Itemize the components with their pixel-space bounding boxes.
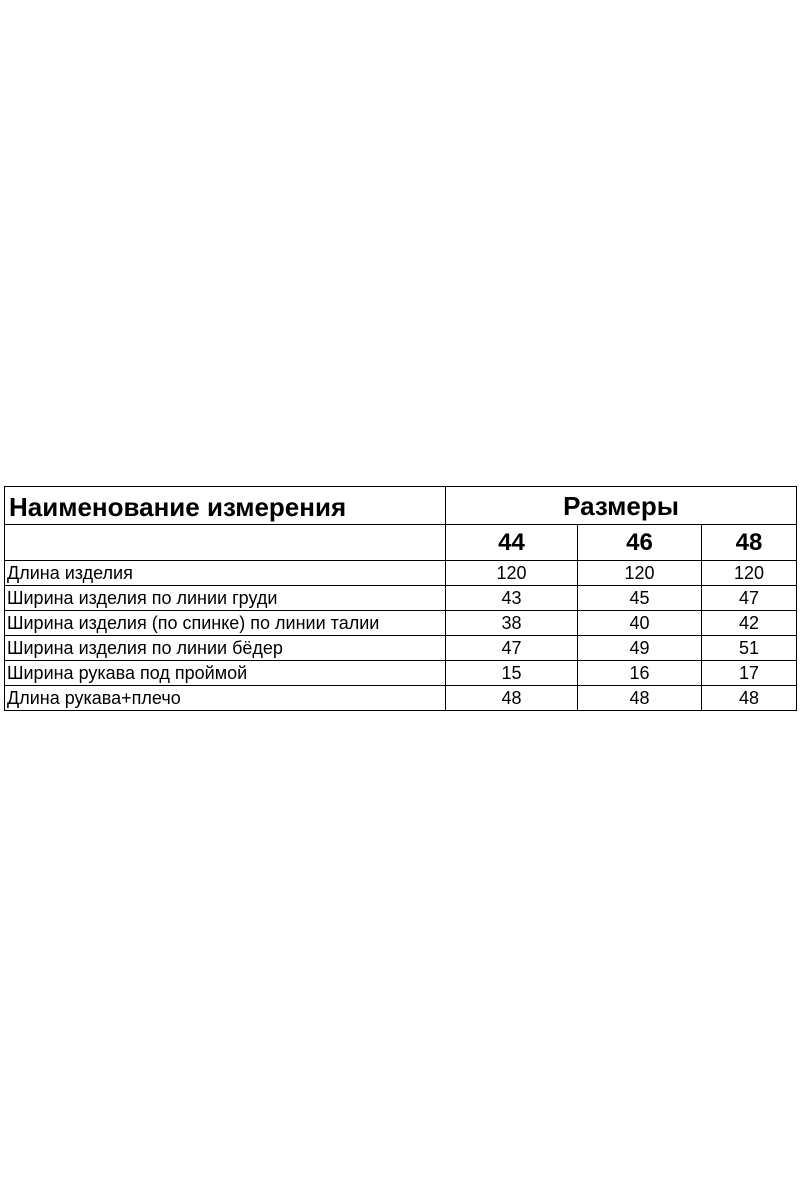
value-cell: 43 [446,586,578,611]
row-label: Ширина изделия по линии бёдер [5,636,446,661]
row-label: Ширина рукава под проймой [5,661,446,686]
value-cell: 48 [702,686,797,711]
size-46-header: 46 [578,525,702,561]
value-cell: 42 [702,611,797,636]
row-label: Длина рукава+плечо [5,686,446,711]
value-cell: 40 [578,611,702,636]
value-cell: 48 [446,686,578,711]
value-cell: 45 [578,586,702,611]
row-label: Ширина изделия (по спинке) по линии талии [5,611,446,636]
row-label: Длина изделия [5,561,446,586]
value-cell: 17 [702,661,797,686]
value-cell: 49 [578,636,702,661]
value-cell: 48 [578,686,702,711]
table-row [5,661,797,686]
value-cell: 51 [702,636,797,661]
empty-header-cell [5,525,446,561]
value-cell: 120 [578,561,702,586]
table-row [5,586,797,611]
size-48-header: 48 [702,525,797,561]
row-label: Ширина изделия по линии груди [5,586,446,611]
table-row [5,611,797,636]
table-row [5,686,797,711]
table-header-row [5,487,797,525]
size-chart-table [4,486,797,711]
size-numbers-row [5,525,797,561]
sizes-header: Размеры [446,487,797,525]
table-row [5,561,797,586]
value-cell: 120 [702,561,797,586]
value-cell: 47 [702,586,797,611]
value-cell: 15 [446,661,578,686]
table-row [5,636,797,661]
value-cell: 120 [446,561,578,586]
value-cell: 47 [446,636,578,661]
measurement-name-header: Наименование измерения [5,487,446,525]
value-cell: 38 [446,611,578,636]
value-cell: 16 [578,661,702,686]
size-44-header: 44 [446,525,578,561]
